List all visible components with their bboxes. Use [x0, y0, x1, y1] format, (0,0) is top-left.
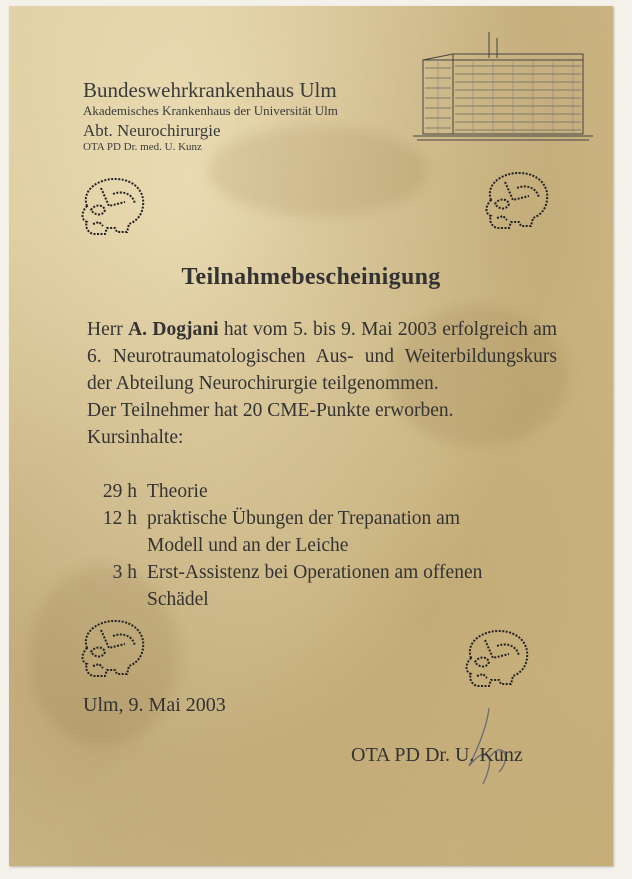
- course-topic: praktische Übungen der Trepanation am Modell und an der Leiche: [147, 508, 461, 556]
- skull-icon: [457, 628, 531, 690]
- department-head: OTA PD Dr. med. U. Kunz: [83, 141, 202, 153]
- participant-name: A. Dogjani: [128, 319, 219, 340]
- certificate-body: [87, 316, 557, 451]
- skull-icon: [73, 618, 147, 680]
- place-date: Ulm, 9. Mai 2003: [83, 694, 226, 716]
- participation-paragraph: [87, 316, 557, 397]
- cme-points-line: Der Teilnehmer hat 20 CME-Punkte erworben.: [87, 400, 454, 421]
- salutation: Herr: [87, 319, 123, 340]
- academic-affiliation: Akademisches Krankenhaus der Universität Ulm: [83, 103, 338, 118]
- paper-stain: [209, 126, 429, 216]
- course-item: [87, 505, 567, 559]
- course-hours: 3 h: [112, 562, 137, 583]
- signatory-name: OTA PD Dr. U. Kunz: [351, 744, 523, 766]
- hospital-name: Bundeswehrkrankenhaus Ulm: [83, 78, 337, 102]
- skull-icon: [477, 170, 551, 232]
- skull-icon: [73, 176, 147, 238]
- course-hours: 29 h: [102, 481, 137, 502]
- hospital-building-icon: [413, 28, 593, 144]
- course-topic: Theorie: [147, 481, 208, 502]
- course-topic: Erst-Assistenz bei Operationen am offenen Schädel: [147, 562, 483, 610]
- participation-text: hat vom 5. bis 9. Mai 2003 erfolgreich am 6. Neurotraumatologischen Aus- und Weiterbildungskurs der Abteilung Neurochirurgie teilgenommen.: [87, 319, 557, 394]
- course-contents-label: Kursinhalte:: [87, 427, 184, 448]
- course-hours: 12 h: [102, 508, 137, 529]
- course-item: [87, 559, 567, 613]
- department-name: Abt. Neurochirurgie: [83, 121, 221, 140]
- course-item: [87, 478, 567, 505]
- certificate-paper: [9, 6, 613, 866]
- certificate-title: Teilnahmebescheinigung: [181, 264, 441, 290]
